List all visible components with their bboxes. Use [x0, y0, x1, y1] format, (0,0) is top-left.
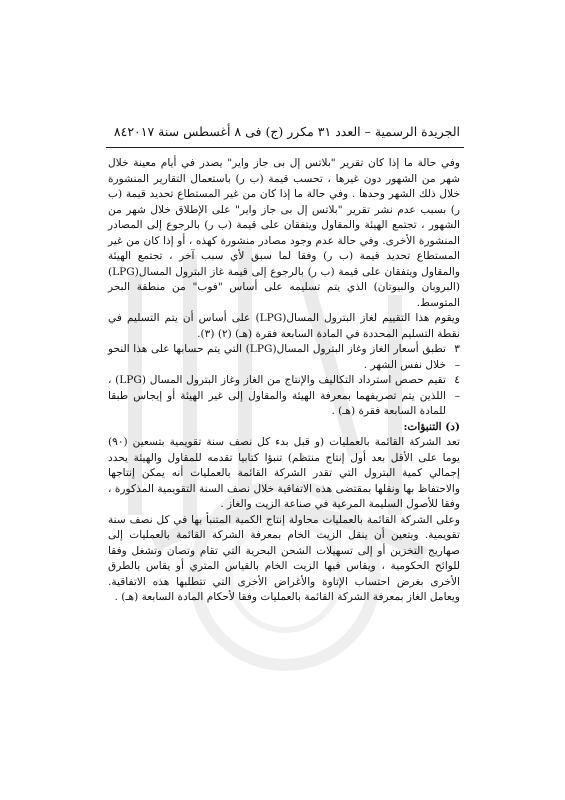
header-rule — [106, 147, 464, 148]
list-number: ٣ – — [454, 343, 460, 371]
list-item-text: تطبق أسعار الغاز وغاز البترول المسال(LPG) التي يتم حسابها على هذا النحو خلال نفس الشهر . — [108, 343, 446, 371]
paragraph-lpg-valuation: ويقوم هذا التقييم لغاز البترول المسال(LPG) على أساس أن يتم التسليم في نقطة التسليم المحددة في المادة السابعة فقرة (هـ) (٢) (٣). — [108, 312, 460, 340]
section-heading: (د) التنبؤات: — [403, 420, 460, 433]
document-body — [108, 156, 460, 606]
page-number: ٨٤ — [113, 124, 128, 139]
list-item-text: تقيم حصص استرداد التكاليف والإنتاج من الغاز وغاز البترول المسال (LPG) ، اللذين يتم تصريفهما بمعرفة الهيئة والمقاول إلى غير الهيئة أو إيجاس طبقا للمادة السابعة فقرة (هـ) . — [108, 374, 446, 417]
paragraph-pricing-fallback: وفي حالة ما إذا كان تقرير "بلاتس إل بى جاز واير" يصدر في أيام معينة خلال شهر من الشهور دون غيرها ، تحسب قيمة (ب ر) باستعمال التقارير المنشورة خلال ذلك الشهر وحدها . وفي حالة ما إذا كان من غير المستطاع تحديد قيمة (ب ر) بسبب عدم نشر تقرير "بلاتس إل بى جاز واير" على الإطلاق خلال شهر من الشهور ، تجتمع الهيئة والمقاول ويتفقان على قيمة (ب ر) بالرجوع إلى المصادر المنشورة الأخرى. وفي حالة عدم وجود مصادر منشورة كهذه ، أو إذا كان من غير المستطاع تحديد قيمة (ب ر) وفقا لما سبق لأي سبب آخر ، تجتمع الهيئة والمقاول ويتفقان على قيمة (ب ر) بالرجوع إلى قيمة غاز البترول المسال(LPG) (البروبان والبيوتان) الذي يتم تسليمه على أساس "فوب" من منطقة البحر المتوسط. — [108, 157, 460, 309]
list-number: ٤ – — [454, 374, 460, 402]
paragraph-forecasts: تعد الشركة القائمة بالعمليات (و قبل بدء كل نصف سنة تقويمية بتسعين (٩٠) يوما على الأقل بعد أول إنتاج منتظم) تنبؤا كتابيا تقدمه للمقاول والهيئة يحدد إجمالي كمية البترول التي تقدر الشركة القائمة بالعمليات أنه يمكن إنتاجها والاحتفاظ بها ونقلها بمقتضى هذه الاتفاقية خلال نصف السنة التقويمية المذكورة ، وفقا للأصول السليمة المرعية في صناعة الزيت والغاز . — [108, 436, 460, 510]
header-title: الجريدة الرسمية – العدد ٣١ مكرر (ج) فى ٨ أغسطس سنة ٢٠١٧ — [127, 124, 460, 139]
paragraph-production: وعلى الشركة القائمة بالعمليات محاولة إنتاج الكمية المتنبأ بها في كل نصف سنة تقويمية. ويتعين أن ينقل الزيت الخام بمعرفة الشركة القائمة بالعمليات إلى صهاريج التخزين أو إلى تسهيلات الشحن البحرية التي تقام وتصان وتشغل وفقا للوائح الحكومية ، ويقاس فيها الزيت الخام بالقياس المتري أو يقاس بالطرق الأخرى بغرض احتساب الإتاوة والأغراض الأخرى التي تتطلبها هذه الاتفاقية. ويعامل الغاز بمعرفة الشركة القائمة بالعمليات وفقا لأحكام المادة السابعة (هـ) . — [108, 513, 460, 603]
list-item-3 — [108, 342, 460, 373]
page-header — [115, 124, 460, 139]
list-item-4 — [108, 373, 460, 420]
